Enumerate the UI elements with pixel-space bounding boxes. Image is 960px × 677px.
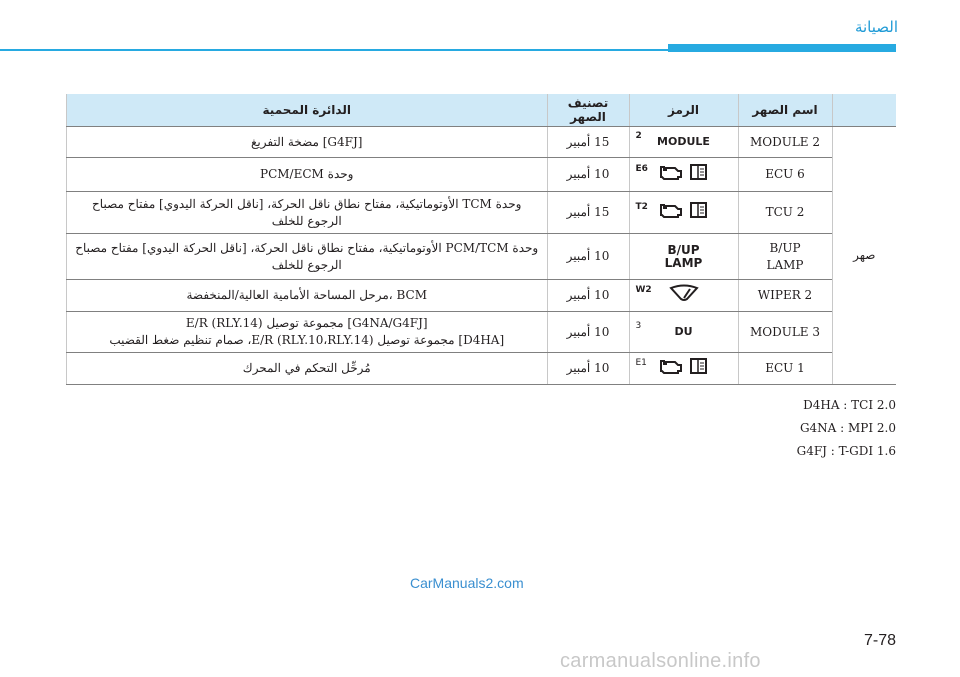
fuse-name-line: B/UP: [769, 240, 801, 255]
protected-circuit: BCM ،مرحل المساحة الأمامية العالية/المنخفضة: [67, 280, 548, 312]
header-symbol: الرمز: [629, 94, 738, 127]
symbol-cell: [629, 127, 738, 158]
backup-lamp-symbol-line: LAMP: [664, 255, 703, 270]
engine-manual-icon: [658, 357, 710, 375]
header-capacity: تصنيف الصهر: [547, 94, 629, 127]
module-symbol: [636, 130, 732, 154]
fuse-capacity: 10 أمبير: [547, 280, 629, 312]
symbol-tag: E6: [635, 163, 648, 174]
backup-lamp-symbol-line: B/UP: [667, 242, 700, 257]
header-accent-bar: [668, 44, 896, 52]
page-number: 7-78: [863, 632, 896, 649]
fuse-capacity: 15 أمبير: [547, 127, 629, 158]
protected-circuit: وحدة PCM/TCM الأوتوماتيكية، مفتاح نطاق ناقل الحركة، [ناقل الحركة اليدوي] مفتاح مصباح الرجوع للخلف: [67, 234, 548, 280]
wiper-symbol: [636, 284, 732, 308]
symbol-tag: 2: [635, 131, 642, 141]
du-symbol: [636, 320, 732, 344]
fuse-capacity: 10 أمبير: [547, 312, 629, 353]
symbol-cell: [629, 234, 738, 280]
fuse-name: ECU 1: [738, 353, 832, 385]
protected-circuit: وحدة TCM الأوتوماتيكية، مفتاح نطاق ناقل الحركة، [ناقل الحركة اليدوي] مفتاح مصباح الرجوع للخلف: [67, 192, 548, 234]
table-row: [67, 158, 897, 192]
fuse-table: [66, 94, 896, 385]
table-header-row: [67, 94, 897, 127]
engine-manual-icon: [658, 201, 710, 219]
protected-circuit: [G4FJ] مضخة التفريغ: [67, 127, 548, 158]
fuse-name: ECU 6: [738, 158, 832, 192]
table-row: [67, 280, 897, 312]
fuse-name: TCU 2: [738, 192, 832, 234]
symbol-tag: E1: [635, 357, 647, 368]
engine-notes: [797, 394, 896, 463]
engine-note: G4NA : MPI 2.0: [799, 421, 896, 435]
watermark-carmanuals2: CarManuals2.com: [410, 575, 524, 591]
watermark-carmanualsonline: carmanualsonline.info: [560, 650, 761, 672]
fuse-name: WIPER 2: [738, 280, 832, 312]
symbol-cell: [629, 158, 738, 192]
header-circuit: الدائرة المحمية: [67, 94, 548, 127]
section-title: الصيانة: [854, 18, 898, 36]
symbol-cell: [629, 280, 738, 312]
header-group: [832, 94, 896, 127]
symbol-cell: [629, 353, 738, 385]
engine-note: D4HA : TCI 2.0: [803, 398, 896, 412]
table-row: [67, 234, 897, 280]
fuse-capacity: 10 أمبير: [547, 158, 629, 192]
protected-circuit-cell: [67, 312, 548, 353]
symbol-tag: T2: [635, 201, 648, 212]
protected-circuit: وحدة PCM/ECM: [67, 158, 548, 192]
engine-manual-symbol: [636, 357, 732, 381]
symbol-cell: [629, 312, 738, 353]
fuse-name: MODULE 3: [738, 312, 832, 353]
symbol-text: MODULE: [657, 135, 710, 148]
symbol-tag: W2: [635, 284, 652, 295]
engine-note: G4FJ : T-GDI 1.6: [796, 444, 896, 458]
fuse-name-line: LAMP: [766, 257, 804, 272]
symbol-tag: 3: [635, 321, 642, 331]
circuit-line: [D4HA] مجموعة توصيل E/R (RLY.10،RLY.14)، صمام تنظيم ضغط القضيب: [109, 333, 505, 347]
fuse-capacity: 15 أمبير: [547, 192, 629, 234]
table-row: [67, 127, 897, 158]
table-row: [67, 353, 897, 385]
fuse-capacity: 10 أمبير: [547, 353, 629, 385]
engine-manual-symbol: [636, 163, 732, 187]
fuse-capacity: 10 أمبير: [547, 234, 629, 280]
symbol-cell: [629, 192, 738, 234]
engine-manual-icon: [658, 163, 710, 181]
group-cell: صهر: [832, 127, 896, 385]
protected-circuit: مُرحِّل التحكم في المحرك: [67, 353, 548, 385]
table-row: [67, 192, 897, 234]
symbol-text: DU: [674, 325, 693, 338]
fuse-name-cell: [738, 234, 832, 280]
header-fuse-name: اسم الصهر: [738, 94, 832, 127]
wiper-icon: [668, 284, 700, 302]
engine-manual-symbol: [636, 201, 732, 225]
fuse-name: MODULE 2: [738, 127, 832, 158]
circuit-line: [G4NA/G4FJ] مجموعة توصيل E/R (RLY.14): [185, 316, 428, 330]
table-row: [67, 312, 897, 353]
